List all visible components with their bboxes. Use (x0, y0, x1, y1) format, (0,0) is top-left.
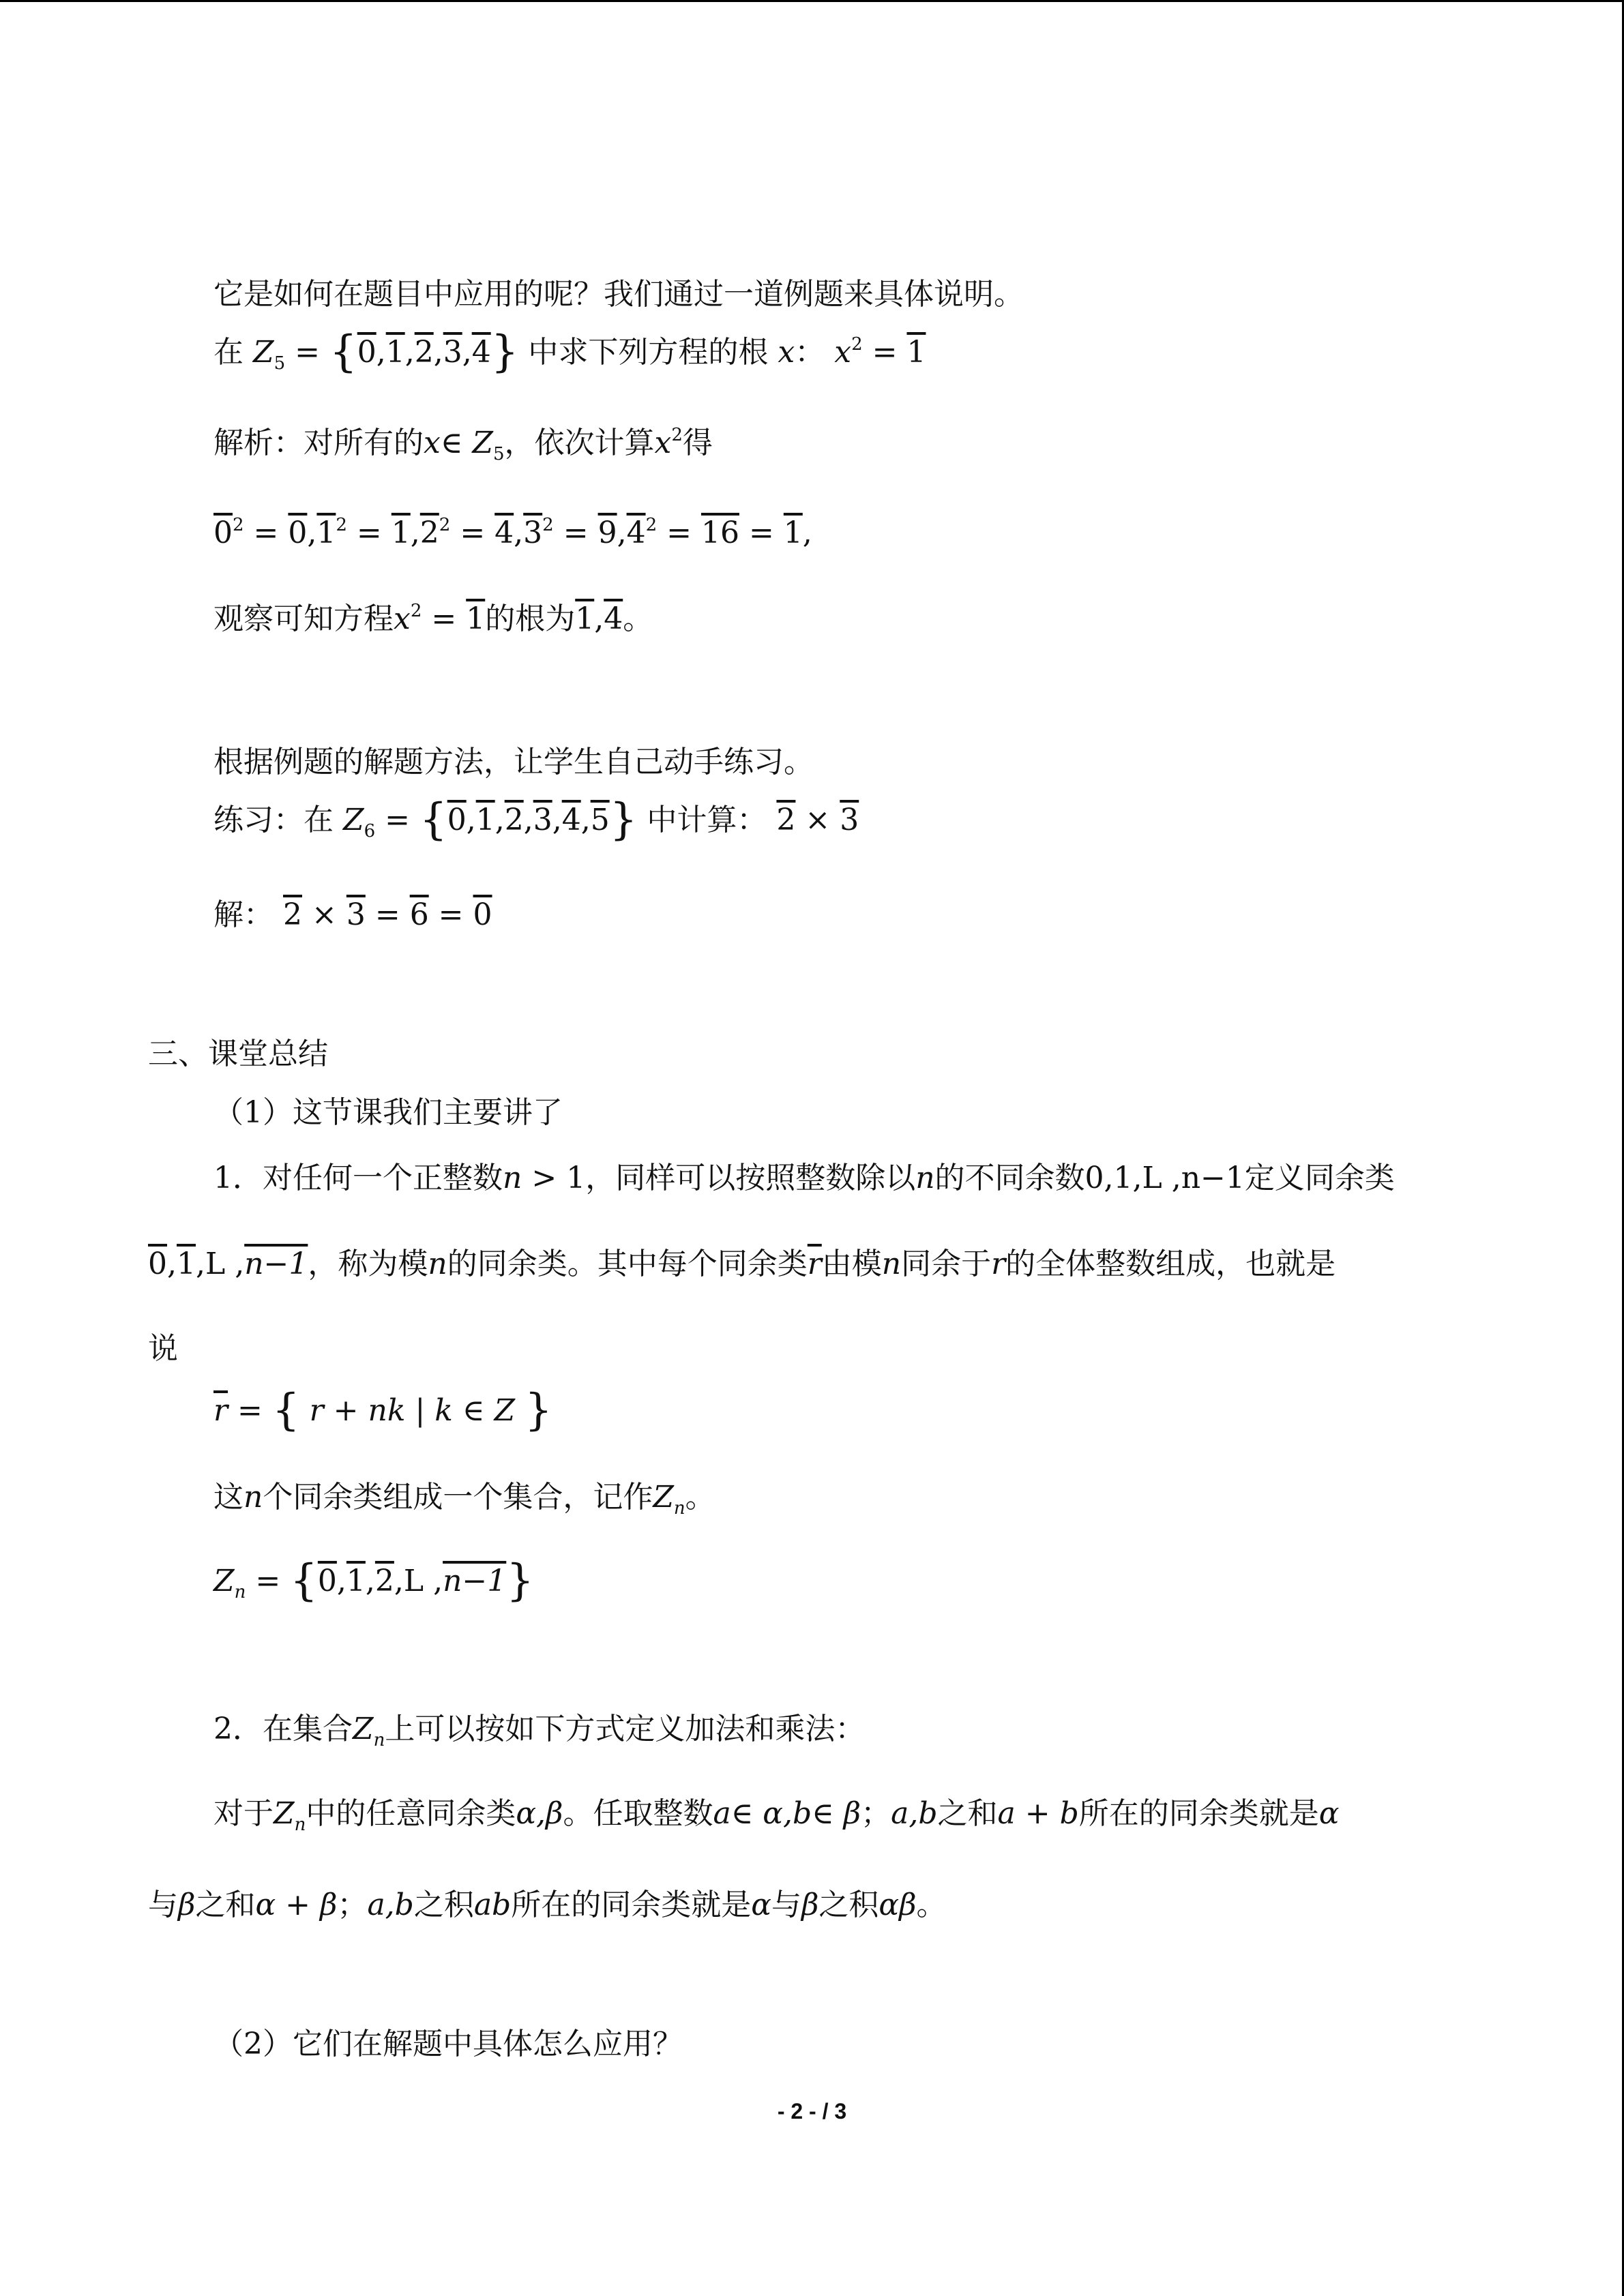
point1-line1: 1．对任何一个正整数n > 1，同样可以按照整数除以n的不同余数0,1,L ,n−1定义同余类 (213, 1161, 1395, 1195)
point1-line3: 说 (148, 1331, 178, 1366)
r-definition: $\overline{r}$ = { r + nk | k ∈ Z } (213, 1385, 552, 1435)
section-title: 三、课堂总结 (148, 1037, 328, 1071)
summary-q2: （2）它们在解题中具体怎么应用？ (213, 2027, 683, 2061)
analysis-line: 解析：对所有的x∈ $Z_5$，依次计算$x^2$得 (213, 425, 713, 464)
set-z5: Z (253, 335, 274, 370)
ops-line1: 对于$Z_n$中的任意同余类α,β。任取整数a∈ α,b∈ β；a,b之和a + b所在的同余类就是α (213, 1796, 1340, 1835)
zn-definition: $Z_n = \{0,1,2,L$ ,n−1} (213, 1555, 534, 1606)
practice-line: 练习：在 $Z_6 = \{0,1,2,3,4,5\}$ 中计算： 2 × 3 (213, 794, 859, 845)
ops-line2: 与β之和α + β；a,b之积ab所在的同余类就是α与β之积αβ。 (148, 1888, 947, 1922)
page-top-border (0, 0, 1624, 2)
example-line: 在 $Z_5 = \{0,1,2,3,4\}$ 中求下列方程的根 x： $x^2 = 1$ (213, 327, 926, 377)
squares-line: $0^2 = 0,1^2 = 1,2^2 = 4,3^2 = 9,4^2 = 16 = 1$, (213, 515, 812, 550)
solution-line: 解： 2 × 3 = 6 = 0 (213, 897, 492, 932)
practice-intro-line: 根据例题的解题方法，让学生自己动手练习。 (213, 745, 814, 779)
page-number: - 2 - / 3 (777, 2099, 847, 2123)
observe-line: 观察可知方程$x^2 = 1$的根为1,4。 (213, 601, 653, 636)
point1-line2: 0,1,L ,n−1，称为模n的同余类。其中每个同余类$\overline{r}$由模n同余于r的全体整数组成，也就是 (148, 1247, 1336, 1281)
summary-q1: （1）这节课我们主要讲了 (213, 1095, 563, 1130)
collection-line: 这n个同余类组成一个集合，记作$Z_n$。 (213, 1480, 715, 1519)
intro-line: 它是如何在题目中应用的呢？我们通过一道例题来具体说明。 (213, 277, 1024, 312)
point2-line: 2．在集合$Z_n$上可以按如下方式定义加法和乘法： (213, 1712, 866, 1750)
